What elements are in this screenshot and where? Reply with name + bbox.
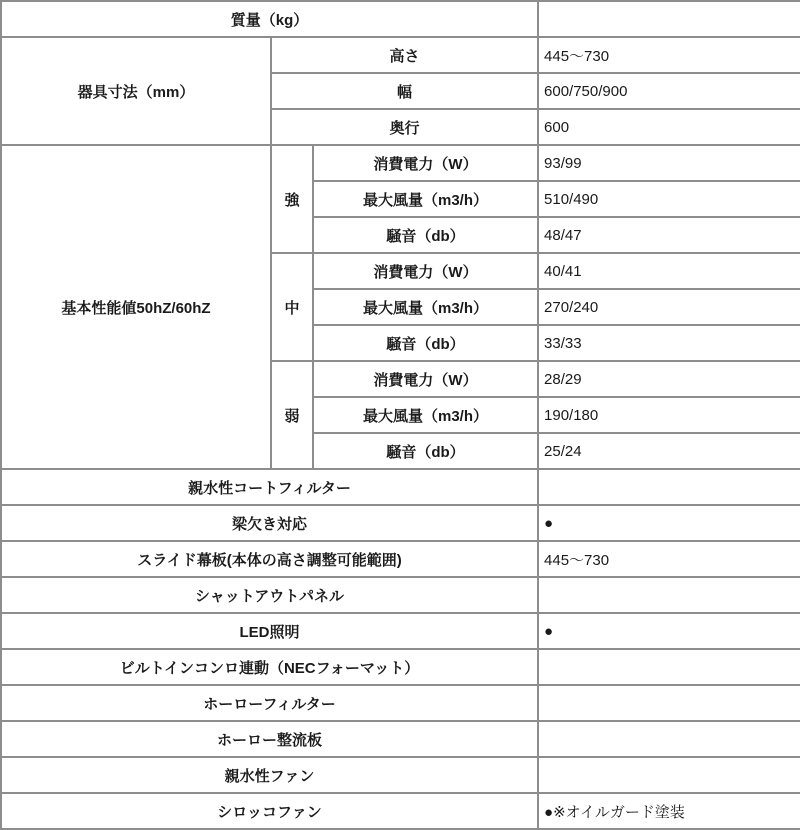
dimension-depth-value: 600 <box>538 109 800 145</box>
feature-value <box>538 469 800 505</box>
high-airflow-value: 510/490 <box>538 181 800 217</box>
row-perf-high-power <box>1 145 800 181</box>
mode-high-label: 強 <box>271 145 313 253</box>
mode-mid-label: 中 <box>271 253 313 361</box>
mid-airflow-label: 最大風量（m3/h） <box>313 289 538 325</box>
dimension-width-value: 600/750/900 <box>538 73 800 109</box>
low-airflow-label: 最大風量（m3/h） <box>313 397 538 433</box>
feature-value <box>538 685 800 721</box>
low-noise-label: 騒音（db） <box>313 433 538 469</box>
mid-airflow-value: 270/240 <box>538 289 800 325</box>
row-feature-led-light <box>1 613 800 649</box>
row-feature-slide-panel <box>1 541 800 577</box>
high-noise-value: 48/47 <box>538 217 800 253</box>
feature-value-bullet: ●※オイルガード塗装 <box>538 793 800 829</box>
feature-value <box>538 721 800 757</box>
low-noise-value: 25/24 <box>538 433 800 469</box>
row-feature-beam-cutout <box>1 505 800 541</box>
dimensions-label: 器具寸法（mm） <box>1 37 271 145</box>
mid-noise-label: 騒音（db） <box>313 325 538 361</box>
feature-label: シロッコファン <box>1 793 538 829</box>
feature-label: 親水性ファン <box>1 757 538 793</box>
dimension-depth-label: 奥行 <box>271 109 538 145</box>
feature-label: ホーロー整流板 <box>1 721 538 757</box>
feature-label: 親水性コートフィルター <box>1 469 538 505</box>
feature-value-bullet: ● <box>538 613 800 649</box>
high-airflow-label: 最大風量（m3/h） <box>313 181 538 217</box>
feature-label: ビルトインコンロ連動（NECフォーマット） <box>1 649 538 685</box>
dimension-height-value: 445～730 <box>538 37 800 73</box>
mid-power-label: 消費電力（W） <box>313 253 538 289</box>
feature-label: スライド幕板(本体の高さ調整可能範囲) <box>1 541 538 577</box>
feature-value <box>538 757 800 793</box>
mode-low-label: 弱 <box>271 361 313 469</box>
low-power-value: 28/29 <box>538 361 800 397</box>
row-feature-enamel-plate <box>1 721 800 757</box>
performance-label: 基本性能値50hZ/60hZ <box>1 145 271 469</box>
row-feature-sirocco-fan <box>1 793 800 829</box>
feature-label: 梁欠き対応 <box>1 505 538 541</box>
row-feature-hydrophilic-filter <box>1 469 800 505</box>
mass-label: 質量（kg） <box>1 1 538 37</box>
high-power-value: 93/99 <box>538 145 800 181</box>
feature-value <box>538 649 800 685</box>
feature-value <box>538 577 800 613</box>
row-feature-shutout-panel <box>1 577 800 613</box>
row-feature-builtin-stove-link <box>1 649 800 685</box>
feature-value: 445～730 <box>538 541 800 577</box>
feature-label: LED照明 <box>1 613 538 649</box>
dimension-width-label: 幅 <box>271 73 538 109</box>
feature-label: ホーローフィルター <box>1 685 538 721</box>
feature-value-bullet: ● <box>538 505 800 541</box>
row-feature-hydrophilic-fan <box>1 757 800 793</box>
dimension-height-label: 高さ <box>271 37 538 73</box>
row-dimension-height <box>1 37 800 73</box>
high-power-label: 消費電力（W） <box>313 145 538 181</box>
mass-value <box>538 1 800 37</box>
row-feature-enamel-filter <box>1 685 800 721</box>
low-power-label: 消費電力（W） <box>313 361 538 397</box>
mid-power-value: 40/41 <box>538 253 800 289</box>
feature-label: シャットアウトパネル <box>1 577 538 613</box>
row-mass <box>1 1 800 37</box>
mid-noise-value: 33/33 <box>538 325 800 361</box>
high-noise-label: 騒音（db） <box>313 217 538 253</box>
low-airflow-value: 190/180 <box>538 397 800 433</box>
